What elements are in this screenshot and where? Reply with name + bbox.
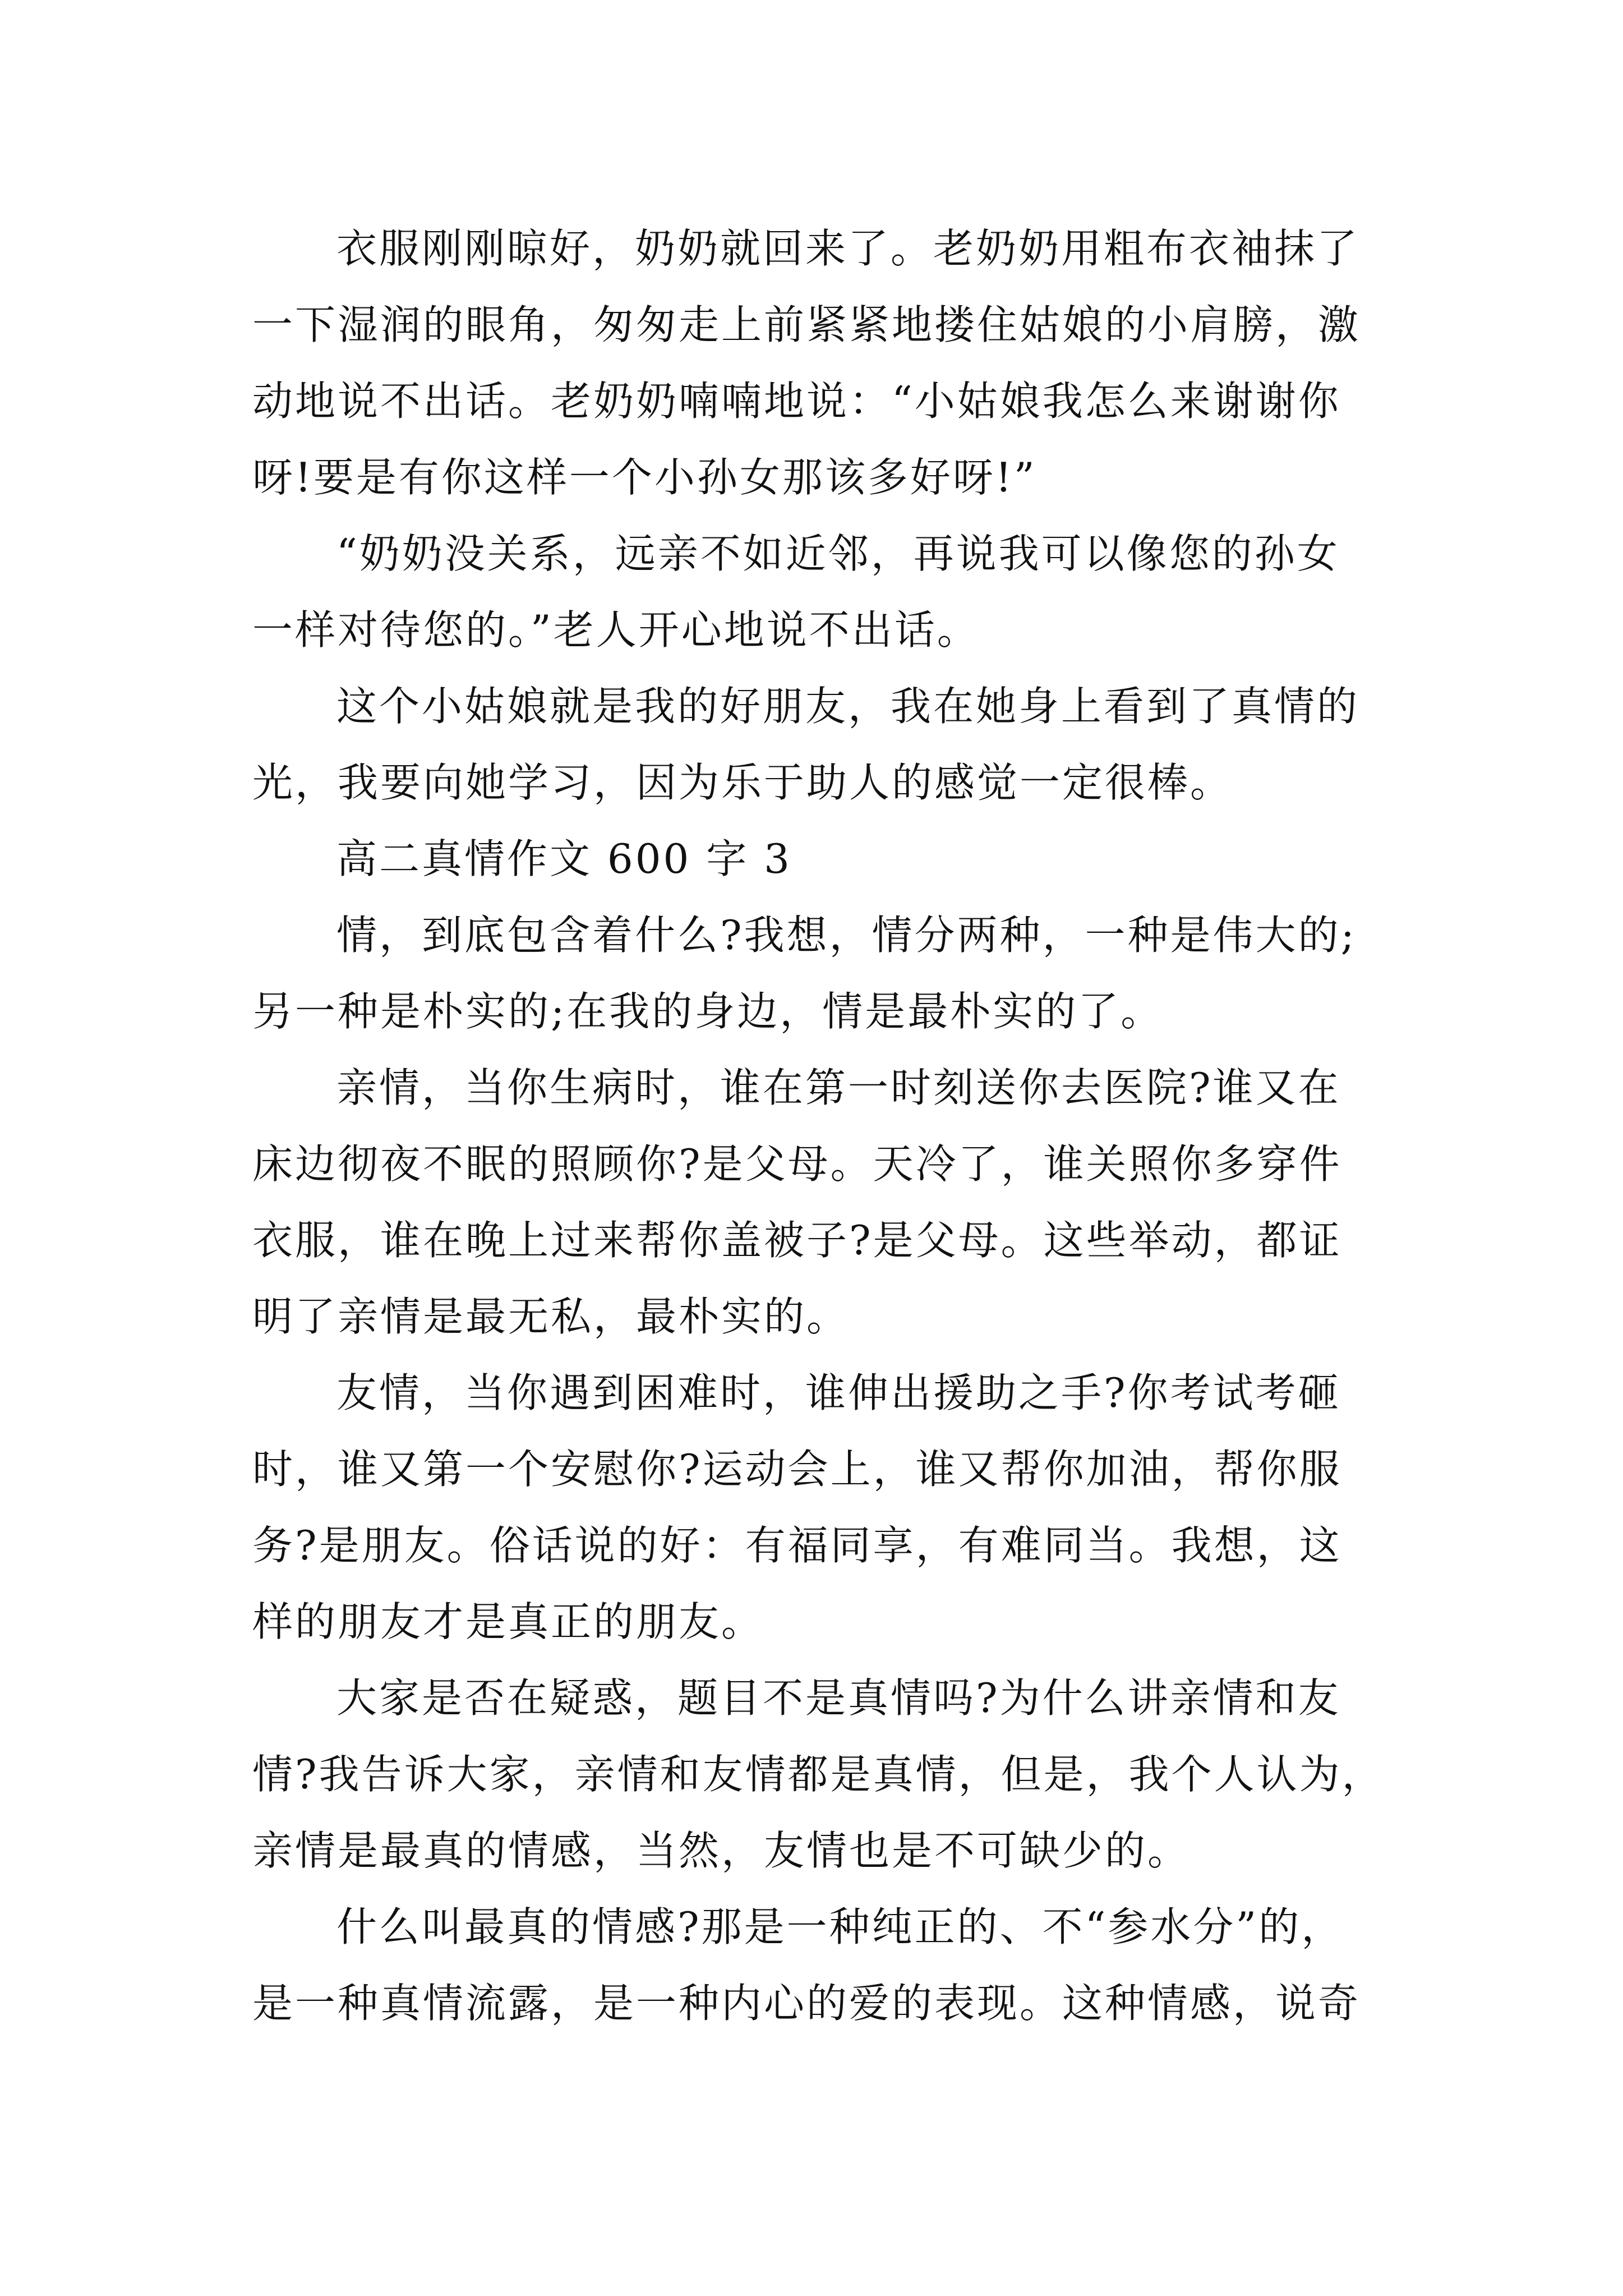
text-line: 时，谁又第一个安慰你?运动会上，谁又帮你加油，帮你服 [252,1446,1342,1493]
text-line: 是一种真情流露，是一种内心的爱的表现。这种情感，说奇 [252,1980,1361,2027]
text-line: 情，到底包含着什么?我想，情分两种，一种是伟大的; [336,912,1357,959]
text-line: 什么叫最真的情感?那是一种纯正的、不“参水分”的， [336,1903,1344,1950]
text-line: 明了亲情是最无私，最朴实的。 [252,1293,850,1340]
text-line: 这个小姑娘就是我的好朋友，我在她身上看到了真情的 [336,683,1360,730]
text-line: 情?我告诉大家，亲情和友情都是真情，但是，我个人认为， [252,1751,1385,1798]
text-line: 呀!要是有你这样一个小孙女那该多好呀!” [252,454,1037,501]
text-line: 亲情，当你生病时，谁在第一时刻送你去医院?谁又在 [336,1064,1341,1111]
text-line: 亲情是最真的情感，当然，友情也是不可缺少的。 [252,1827,1191,1874]
text-line: 衣服，谁在晚上过来帮你盖被子?是父母。这些举动，都证 [252,1217,1342,1264]
text-line: 一下湿润的眼角，匆匆走上前紧紧地搂住姑娘的小肩膀，激 [252,301,1361,348]
text-line: 床边彻夜不眠的照顾你?是父母。天冷了，谁关照你多穿件 [252,1140,1342,1188]
text-line: 另一种是朴实的;在我的身边，情是最朴实的了。 [252,988,1164,1035]
text-line: 光，我要向她学习，因为乐于助人的感觉一定很棒。 [252,759,1233,806]
text-line: 衣服刚刚晾好，奶奶就回来了。老奶奶用粗布衣袖抹了 [336,225,1360,272]
text-line: “奶奶没关系，远亲不如近邻，再说我可以像您的孙女 [336,530,1340,577]
text-line: 大家是否在疑惑，题目不是真情吗?为什么讲亲情和友 [336,1674,1341,1722]
text-line: 一样对待您的。”老人开心地说不出话。 [252,606,980,654]
text-line: 样的朋友才是真正的朋友。 [252,1598,764,1645]
text-line: 动地说不出话。老奶奶喃喃地说：“小姑娘我怎么来谢谢你 [252,378,1341,425]
document-body [252,210,1385,2041]
text-line: 友情，当你遇到困难时，谁伸出援助之手?你考试考砸 [336,1369,1341,1416]
text-line: 务?是朋友。俗话说的好：有福同享，有难同当。我想，这 [252,1522,1342,1569]
section-heading: 高二真情作文 600 字 3 [336,835,792,882]
